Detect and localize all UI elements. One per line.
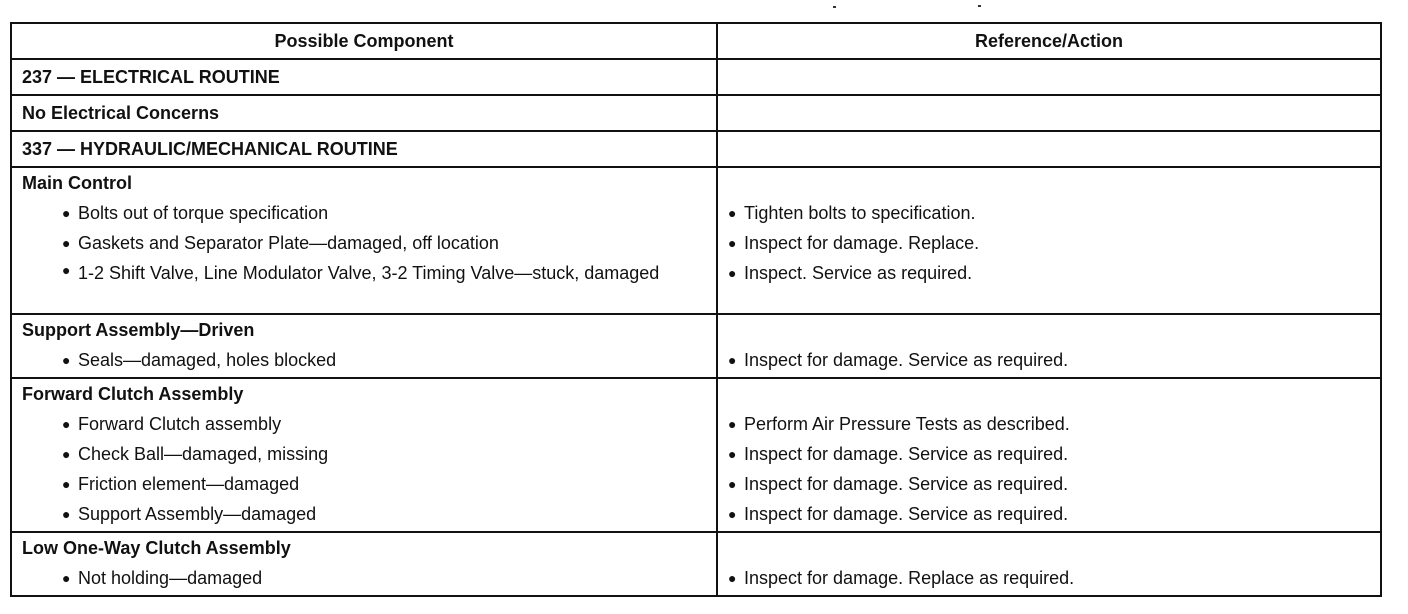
- table-row: [11, 314, 1381, 378]
- section-title: 237 — ELECTRICAL ROUTINE: [11, 59, 717, 95]
- list-item: ● Tighten bolts to specification.: [728, 198, 1380, 228]
- action-cell: [717, 167, 1381, 314]
- group-title: Low One-Way Clutch Assembly: [22, 538, 291, 558]
- action-list: [718, 533, 1380, 595]
- group-title: Main Control: [22, 173, 132, 193]
- scan-speck: [978, 5, 981, 7]
- empty-cell: [717, 131, 1381, 167]
- list-item: ● Gaskets and Separator Plate—damaged, off location: [62, 228, 716, 258]
- list-item: ● Inspect for damage. Service as required.: [728, 439, 1380, 469]
- table-row: [11, 378, 1381, 532]
- action-list: [718, 379, 1380, 531]
- list-item: ● Inspect for damage. Replace.: [728, 228, 1380, 258]
- section-title: 337 — HYDRAULIC/MECHANICAL ROUTINE: [11, 131, 717, 167]
- section-row: [11, 59, 1381, 95]
- column-header-action: Reference/Action: [717, 23, 1381, 59]
- list-item: ● Forward Clutch assembly: [62, 409, 716, 439]
- component-list: [12, 563, 716, 595]
- table-header-row: [11, 23, 1381, 59]
- list-item: ● Bolts out of torque specification: [62, 198, 716, 228]
- action-list: [718, 315, 1380, 377]
- group-title: Support Assembly—Driven: [22, 320, 255, 340]
- list-item: ● Inspect for damage. Service as required.: [728, 469, 1380, 499]
- action-cell: [717, 314, 1381, 378]
- component-list: [12, 345, 716, 377]
- action-list: [718, 168, 1380, 313]
- empty-cell: [717, 95, 1381, 131]
- scan-speck: [833, 6, 836, 8]
- list-item: ● Inspect for damage. Service as required.: [728, 345, 1380, 375]
- column-header-component: Possible Component: [11, 23, 717, 59]
- action-cell: [717, 378, 1381, 532]
- list-item: ● Friction element—damaged: [62, 469, 716, 499]
- empty-cell: [717, 59, 1381, 95]
- table-row: [11, 167, 1381, 314]
- list-item: ● Inspect for damage. Service as required.: [728, 499, 1380, 529]
- component-list: [12, 409, 716, 531]
- list-item: ● Inspect. Service as required.: [728, 258, 1380, 311]
- component-cell: [11, 167, 717, 314]
- section-row: [11, 131, 1381, 167]
- list-item: ● 1-2 Shift Valve, Line Modulator Valve, 3-2 Timing Valve—stuck, damaged: [62, 258, 716, 287]
- component-cell: [11, 314, 717, 378]
- list-item: ● Check Ball—damaged, missing: [62, 439, 716, 469]
- section-title: No Electrical Concerns: [11, 95, 717, 131]
- component-cell: [11, 532, 717, 596]
- action-cell: [717, 532, 1381, 596]
- list-item: ● Seals—damaged, holes blocked: [62, 345, 716, 375]
- list-item: ● Not holding—damaged: [62, 563, 716, 593]
- table-row: [11, 532, 1381, 596]
- section-row: [11, 95, 1381, 131]
- list-item: ● Support Assembly—damaged: [62, 499, 716, 529]
- list-item: ● Perform Air Pressure Tests as described.: [728, 409, 1380, 439]
- group-title: Forward Clutch Assembly: [22, 384, 244, 404]
- list-item: ● Inspect for damage. Replace as required.: [728, 563, 1380, 593]
- component-cell: [11, 378, 717, 532]
- diagnosis-table-container: [10, 22, 1380, 597]
- diagnosis-table: [10, 22, 1382, 597]
- component-list: [12, 198, 716, 289]
